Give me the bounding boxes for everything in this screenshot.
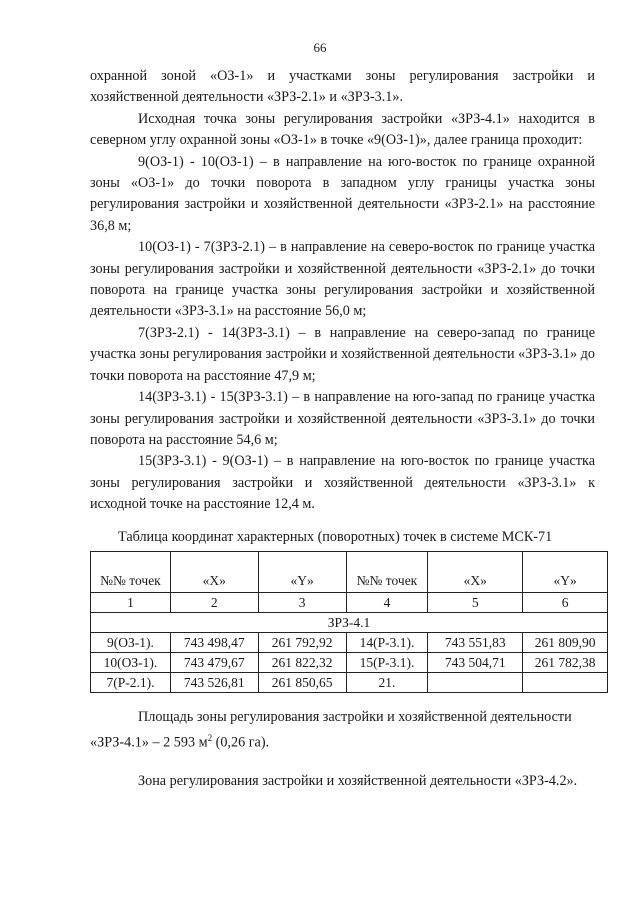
coordinates-table: [90, 551, 608, 693]
paragraph: 7(ЗРЗ-2.1) - 14(ЗРЗ-3.1) – в направление на северо-запад по границе участка зоны регулирования застройки и хозяйственной деятельности «ЗРЗ-3.1» до точки поворота на расстояние 47,9 м;: [90, 324, 595, 384]
column-number: 1: [91, 593, 171, 613]
column-number: 6: [523, 593, 608, 613]
area-hectares: (0,26 га).: [212, 735, 270, 752]
table-cell: 261 809,90: [523, 633, 608, 653]
final-paragraph: Зона регулирования застройки и хозяйственной деятельности «ЗРЗ-4.2».: [138, 773, 578, 789]
table-cell: 743 479,67: [170, 653, 258, 673]
paragraph: охранной зоной «ОЗ-1» и участками зоны регулирования застройки и хозяйственной деятельности «ЗРЗ-2.1» и «ЗРЗ-3.1».: [90, 68, 595, 106]
area-line-1: Площадь зоны регулирования застройки и хозяйственной деятельности: [138, 709, 572, 725]
column-number: 2: [170, 593, 258, 613]
table-cell: 743 551,83: [428, 633, 523, 653]
table-caption: Таблица координат характерных (поворотных) точек в системе МСК-71: [118, 529, 553, 545]
paragraph: 9(ОЗ-1) - 10(ОЗ-1) – в направление на юго-восток по границе охранной зоны «ОЗ-1» до точки поворота в западном углу границы участка зоны регулирования застройки и хозяйственной деятельности «ЗРЗ-2.1» на расстояние 36,8 м;: [90, 153, 595, 234]
area-unit-superscript: 2: [207, 733, 213, 744]
final-paragraph-block: [90, 771, 595, 792]
area-paragraph: [90, 707, 595, 755]
paragraph: Исходная точка зоны регулирования застройки «ЗРЗ-4.1» находится в северном углу охранной зоны «ОЗ-1» в точке «9(ОЗ-1)», далее граница проходит:: [90, 110, 595, 149]
table-cell: 9(ОЗ-1).: [91, 633, 171, 653]
table-cell: 743 498,47: [170, 633, 258, 653]
body-text-top: [90, 66, 595, 516]
table-row: [91, 633, 608, 653]
table-cell: [523, 673, 608, 693]
header-cell: №№ точек: [346, 552, 428, 593]
table-header-row: [91, 552, 608, 593]
table-row: [91, 673, 608, 693]
table-cell: 261 850,65: [258, 673, 346, 693]
table-cell: 15(Р-3.1).: [346, 653, 428, 673]
paragraph: 14(ЗРЗ-3.1) - 15(ЗРЗ-3.1) – в направление на юго-запад по границе участка зоны регулирования застройки и хозяйственной деятельности «ЗРЗ-3.1» до точки поворота на расстояние 54,6 м;: [90, 389, 595, 448]
table-cell: 261 792,92: [258, 633, 346, 653]
section-label: ЗРЗ-4.1: [91, 613, 608, 633]
column-number: 5: [428, 593, 523, 613]
table-cell: 10(ОЗ-1).: [91, 653, 171, 673]
header-cell: «Y»: [258, 552, 346, 593]
column-number: 3: [258, 593, 346, 613]
table-row: [91, 653, 608, 673]
table-cell: 7(Р-2.1).: [91, 673, 171, 693]
section-row: [91, 613, 608, 633]
table-cell: 261 782,38: [523, 653, 608, 673]
header-cell: «Х»: [170, 552, 258, 593]
table-cell: 14(Р-3.1).: [346, 633, 428, 653]
area-line-2: [90, 728, 595, 754]
paragraph: 10(ОЗ-1) - 7(ЗРЗ-2.1) – в направление на северо-восток по границе участка зоны регулирования застройки и хозяйственной деятельности «ЗРЗ-2.1» до точки поворота на границе участка зоны регулирования застройки и хозяйственной деятельности «ЗРЗ-3.1» на расстояние 56,0 м;: [90, 239, 595, 320]
table-cell: 261 822,32: [258, 653, 346, 673]
column-number: 4: [346, 593, 428, 613]
header-cell: «Х»: [428, 552, 523, 593]
column-number-row: [91, 593, 608, 613]
page-number: 66: [313, 40, 327, 55]
table-cell: 21.: [346, 673, 428, 693]
paragraph: 15(ЗРЗ-3.1) - 9(ОЗ-1) – в направление на юго-восток по границе участка зоны регулирования застройки и хозяйственной деятельности «ЗРЗ-3.1» к исходной точке на расстояние 12,4 м.: [90, 453, 595, 513]
table-cell: 743 526,81: [170, 673, 258, 693]
table-cell: 743 504,71: [428, 653, 523, 673]
area-value: «ЗРЗ-4.1» – 2 593 м: [90, 735, 208, 752]
header-cell: №№ точек: [91, 552, 171, 593]
header-cell: «Y»: [523, 552, 608, 593]
table-cell: [428, 673, 523, 693]
